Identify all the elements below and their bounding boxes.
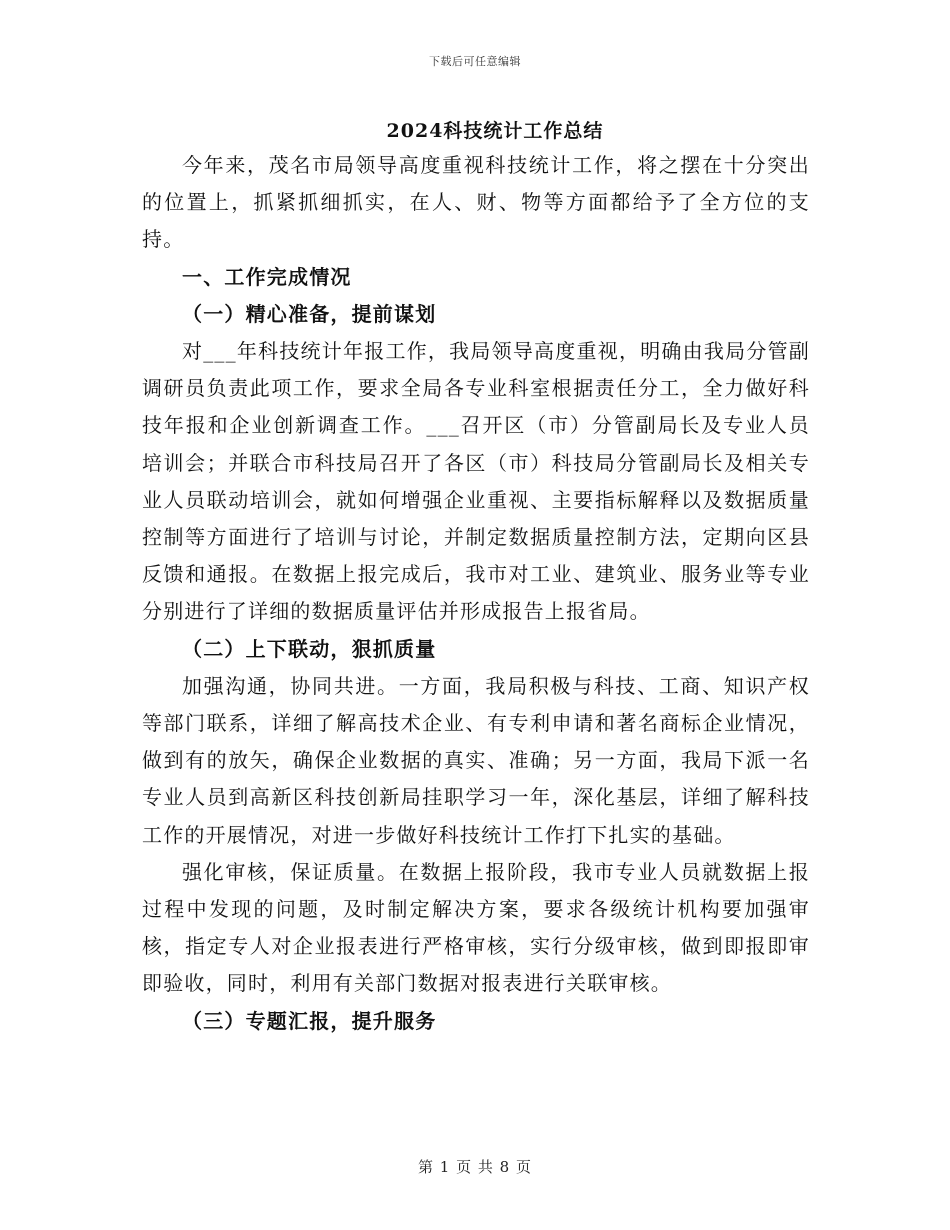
paragraph-annual-report: 对___年科技统计年报工作，我局领导高度重视，明确由我局分管副调研员负责此项工作，要求全局各专业科室根据责任分工，全力做好科技年报和企业创新调查工作。___召开区（市）分管副局长及专业人员培训会；并联合市科技局召开了各区（市）科技局分管副局长及相关专业人员联动培训会，就如何增强企业重视、主要指标解释以及数据质量控制等方面进行了培训与讨论，并制定数据质量控制方法，定期向区县反馈和通报。在数据上报完成后，我市对工业、建筑业、服务业等专业分别进行了详细的数据质量评估并形成报告上报省局。 <box>142 339 810 624</box>
document-body <box>142 147 810 1040</box>
paragraph-review: 强化审核，保证质量。在数据上报阶段，我市专业人员就数据上报过程中发现的问题，及时制定解决方案，要求各级统计机构要加强审核，指定专人对企业报表进行严格审核，实行分级审核，做到即报即审即验收，同时，利用有关部门数据对报表进行关联审核。 <box>142 859 810 996</box>
paragraph-communication: 加强沟通，协同共进。一方面，我局积极与科技、工商、知识产权等部门联系，详细了解高技术企业、有专利申请和著名商标企业情况，做到有的放矢，确保企业数据的真实、准确；另一方面，我局下派一名专业人员到高新区科技创新局挂职学习一年，深化基层，详细了解科技工作的开展情况，对进一步做好科技统计工作打下扎实的基础。 <box>142 673 810 847</box>
paragraph-intro: 今年来，茂名市局领导高度重视科技统计工作，将之摆在十分突出的位置上，抓紧抓细抓实，在人、财、物等方面都给予了全方位的支持。 <box>142 153 810 252</box>
subsection-heading-preparation: （一）精心准备，提前谋划 <box>182 301 437 326</box>
page-title: 2024科技统计工作总结 <box>386 120 604 142</box>
subsection-heading-reporting: （三）专题汇报，提升服务 <box>182 1008 437 1033</box>
header-note: 下载后可任意编辑 <box>429 55 521 68</box>
section-heading-work-completion: 一、工作完成情况 <box>182 264 352 289</box>
page-number: 第 1 页 共 8 页 <box>418 1158 532 1176</box>
subsection-heading-linkage: （二）上下联动，狠抓质量 <box>182 636 437 661</box>
